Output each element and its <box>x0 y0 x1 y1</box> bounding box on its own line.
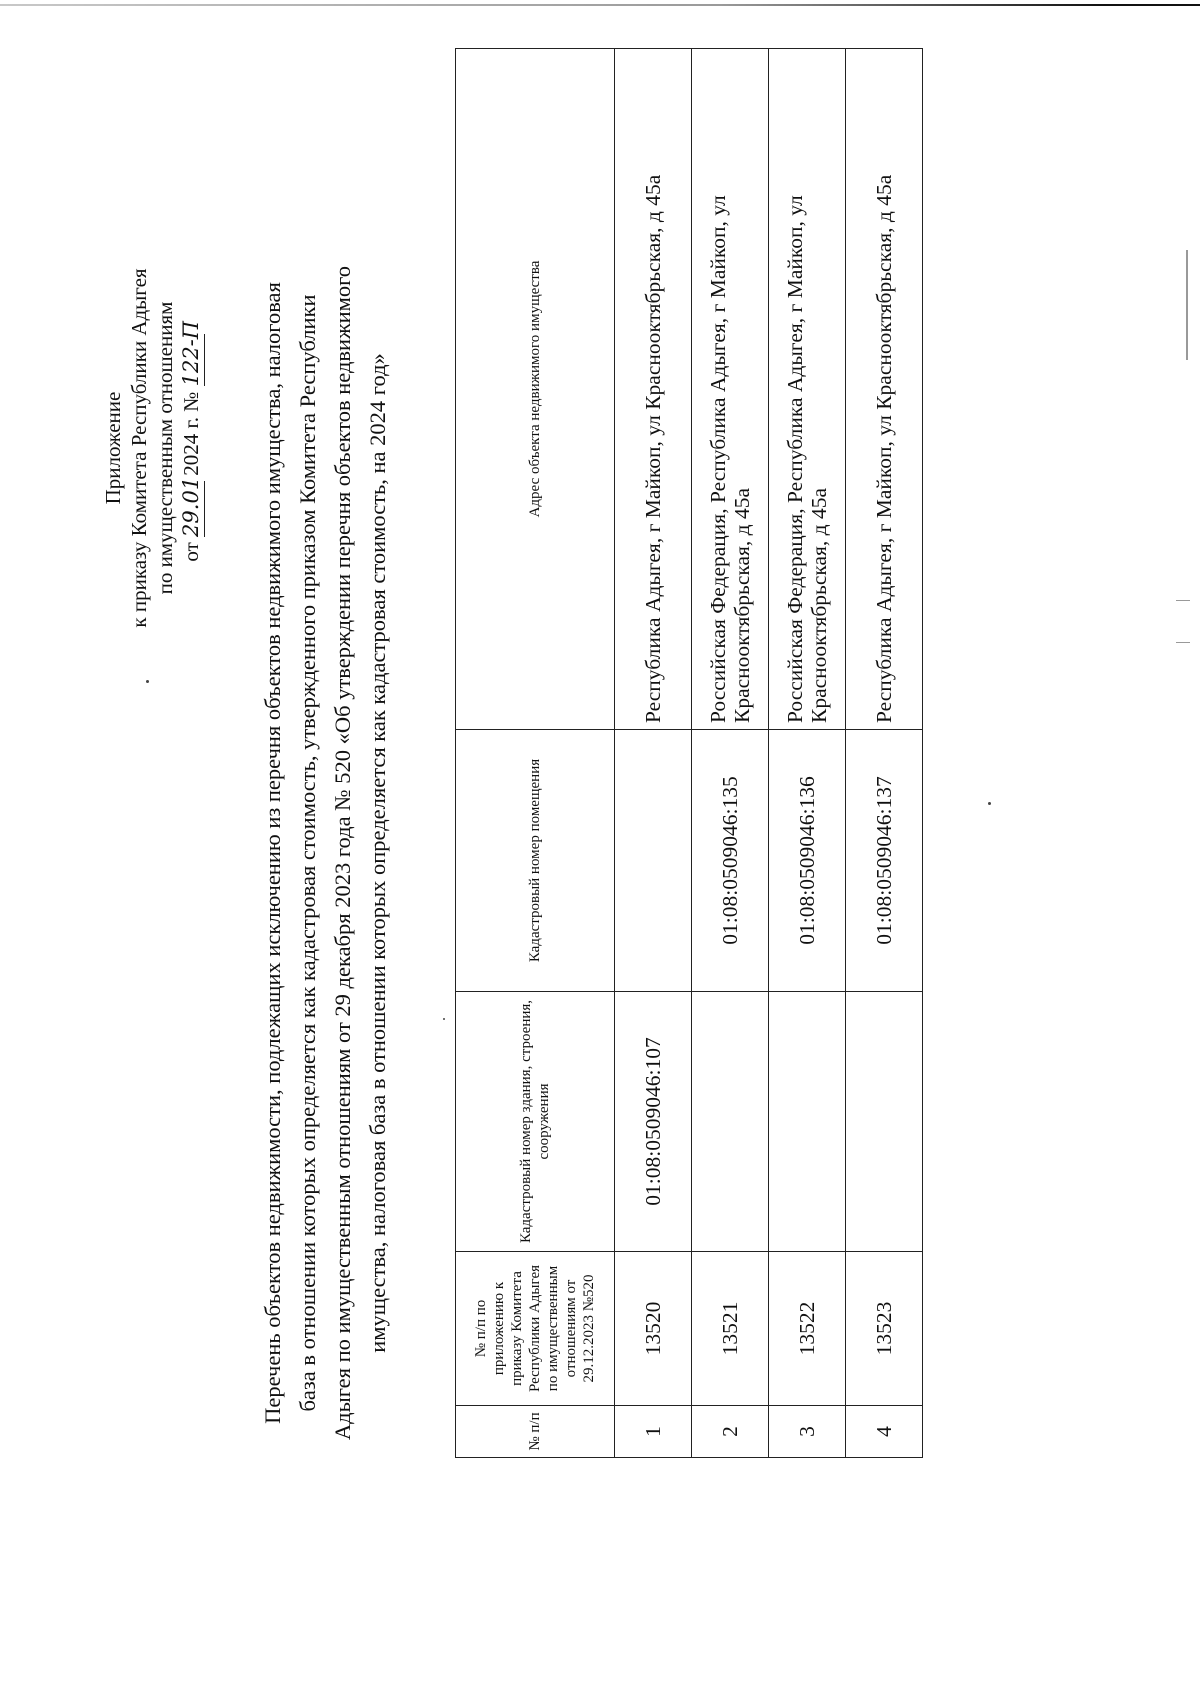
document-title <box>255 188 395 1518</box>
handwritten-order-number: 122-П <box>179 320 203 387</box>
header-premises-cadastral: Кадастровый номер помещения <box>456 730 615 992</box>
cell-appendix-number: 13520 <box>615 1252 692 1406</box>
cell-premises-cadastral: 01:08:0509046:137 <box>846 730 923 992</box>
table-row <box>615 49 692 1458</box>
header-row-number: № п/п <box>456 1406 615 1458</box>
property-table <box>455 48 923 1458</box>
cell-address: Российская Федерация, Республика Адыгея, г Майкоп, ул Краснооктябрьская, д 45а <box>769 49 846 730</box>
year-label: 2024 г. № <box>179 391 203 476</box>
table-row <box>769 49 846 1458</box>
appendix-title: Приложение <box>101 391 125 505</box>
cell-address: Российская Федерация, Республика Адыгея, г Майкоп, ул Краснооктябрьская, д 45а <box>692 49 769 730</box>
header-appendix-number: № п/п по приложению к приказу Комитета Республики Адыгея по имущественным отношениям от 29.12.2023 №520 <box>456 1252 615 1406</box>
cell-row-number: 2 <box>692 1406 769 1458</box>
cell-address: Республика Адыгея, г Майкоп, ул Краснооктябрьская, д 45а <box>615 49 692 730</box>
cell-premises-cadastral <box>615 730 692 992</box>
cell-building-cadastral <box>692 992 769 1252</box>
title-line: имущества, налоговая база в отношении которых определяется как кадастровая стоимость, на 2024 год» <box>365 353 390 1353</box>
cell-building-cadastral <box>846 992 923 1252</box>
appendix-order-ref: к приказу Комитета Республики Адыгея <box>127 268 151 628</box>
appendix-header <box>100 198 205 698</box>
cell-appendix-number: 13521 <box>692 1252 769 1406</box>
title-line: Перечень объектов недвижимости, подлежащих исключению из перечня объектов недвижимого имущества, налоговая <box>260 282 285 1424</box>
appendix-committee: по имущественным отношениям <box>153 301 177 595</box>
header-address: Адрес объекта недвижимого имущества <box>456 49 615 730</box>
title-line: Адыгея по имущественным отношениям от 29 декабря 2023 года № 520 «Об утверждении перечня объектов недвижимого <box>330 265 355 1441</box>
cell-premises-cadastral: 01:08:0509046:136 <box>769 730 846 992</box>
cell-appendix-number: 13523 <box>846 1252 923 1406</box>
handwritten-date: 29.01 <box>179 476 203 537</box>
cell-premises-cadastral: 01:08:0509046:135 <box>692 730 769 992</box>
table-row <box>846 49 923 1458</box>
cell-appendix-number: 13522 <box>769 1252 846 1406</box>
table-header-row <box>456 49 615 1458</box>
title-line: база в отношении которых определяется как кадастровая стоимость, утвержденного приказом Комитета Республики <box>295 294 320 1412</box>
cell-row-number: 1 <box>615 1406 692 1458</box>
cell-building-cadastral <box>769 992 846 1252</box>
cell-building-cadastral: 01:08:0509046:107 <box>615 992 692 1252</box>
header-building-cadastral: Кадастровый номер здания, строения, сооружения <box>456 992 615 1252</box>
cell-row-number: 4 <box>846 1406 923 1458</box>
cell-row-number: 3 <box>769 1406 846 1458</box>
table-row <box>692 49 769 1458</box>
cell-address: Республика Адыгея, г Майкоп, ул Краснооктябрьская, д 45а <box>846 49 923 730</box>
from-label: от <box>179 542 203 562</box>
appendix-date-line <box>178 198 205 698</box>
